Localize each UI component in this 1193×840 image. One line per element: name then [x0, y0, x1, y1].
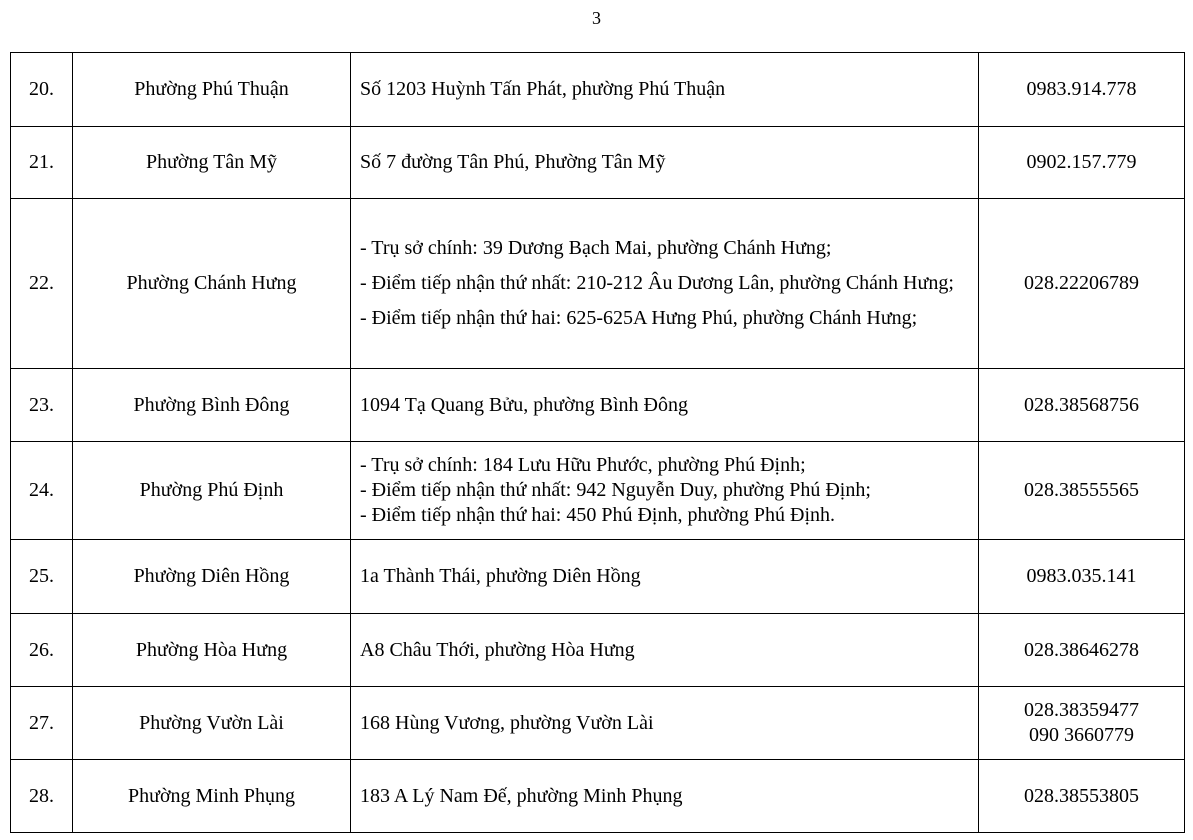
phone-number: 028.38568756: [1024, 393, 1139, 416]
table-row: [11, 540, 1185, 614]
table-row: [11, 53, 1185, 127]
ward-phone: [979, 687, 1185, 760]
phone-number: 028.38555565: [1024, 479, 1139, 501]
row-number: 24.: [11, 442, 73, 540]
table-row: [11, 369, 1185, 442]
phone-number: 028.38646278: [1024, 638, 1139, 661]
ward-address: [351, 369, 979, 442]
ward-phone: [979, 199, 1185, 369]
phone-number: 090 3660779: [1029, 724, 1134, 746]
ward-name: Phường Hòa Hưng: [73, 614, 351, 687]
page-number: 3: [592, 8, 601, 28]
table-row: [11, 614, 1185, 687]
ward-phone: [979, 442, 1185, 540]
address-line: Số 7 đường Tân Phú, Phường Tân Mỹ: [360, 151, 666, 173]
ward-name: Phường Phú Định: [73, 442, 351, 540]
ward-name: Phường Diên Hồng: [73, 540, 351, 614]
ward-address: [351, 614, 979, 687]
ward-address: [351, 687, 979, 760]
ward-address: [351, 540, 979, 614]
ward-phone: [979, 127, 1185, 199]
ward-name: Phường Vườn Lài: [73, 687, 351, 760]
ward-address: [351, 199, 979, 369]
address-line: - Điểm tiếp nhận thứ nhất: 210-212 Âu Dương Lân, phường Chánh Hưng;: [360, 272, 954, 294]
address-line: A8 Châu Thới, phường Hòa Hưng: [360, 638, 635, 661]
table-row: [11, 442, 1185, 540]
ward-name: Phường Chánh Hưng: [73, 199, 351, 369]
ward-contact-table: [10, 52, 1185, 833]
ward-phone: [979, 369, 1185, 442]
row-number: 21.: [11, 127, 73, 199]
phone-number: 0983.914.778: [1026, 78, 1137, 100]
phone-number: 028.38359477: [1024, 699, 1139, 721]
address-line: - Trụ sở chính: 39 Dương Bạch Mai, phường Chánh Hưng;: [360, 237, 832, 259]
address-line: 183 A Lý Nam Đế, phường Minh Phụng: [360, 784, 683, 807]
address-line: - Điểm tiếp nhận thứ hai: 625-625A Hưng Phú, phường Chánh Hưng;: [360, 307, 918, 329]
address-line: - Trụ sở chính: 184 Lưu Hữu Phước, phường Phú Định;: [360, 454, 806, 476]
table-row: [11, 127, 1185, 199]
ward-name: Phường Phú Thuận: [73, 53, 351, 127]
ward-phone: [979, 540, 1185, 614]
ward-phone: [979, 760, 1185, 833]
ward-phone: [979, 614, 1185, 687]
row-number: 25.: [11, 540, 73, 614]
ward-address: [351, 442, 979, 540]
phone-number: 0983.035.141: [1026, 565, 1137, 587]
row-number: 20.: [11, 53, 73, 127]
address-line: - Điểm tiếp nhận thứ hai: 450 Phú Định, phường Phú Định.: [360, 504, 836, 526]
row-number: 28.: [11, 760, 73, 833]
ward-phone: [979, 53, 1185, 127]
address-line: Số 1203 Huỳnh Tấn Phát, phường Phú Thuận: [360, 78, 726, 100]
ward-name: Phường Tân Mỹ: [73, 127, 351, 199]
phone-number: 0902.157.779: [1026, 151, 1137, 173]
row-number: 22.: [11, 199, 73, 369]
phone-number: 028.22206789: [1024, 272, 1139, 294]
address-line: 1094 Tạ Quang Bửu, phường Bình Đông: [360, 393, 688, 416]
ward-address: [351, 53, 979, 127]
address-line: - Điểm tiếp nhận thứ nhất: 942 Nguyễn Duy, phường Phú Định;: [360, 479, 871, 501]
phone-number: 028.38553805: [1024, 784, 1139, 807]
row-number: 23.: [11, 369, 73, 442]
row-number: 27.: [11, 687, 73, 760]
table-row: [11, 687, 1185, 760]
ward-address: [351, 127, 979, 199]
ward-name: Phường Bình Đông: [73, 369, 351, 442]
ward-address: [351, 760, 979, 833]
address-line: 168 Hùng Vương, phường Vườn Lài: [360, 711, 654, 734]
row-number: 26.: [11, 614, 73, 687]
table-row: [11, 199, 1185, 369]
address-line: 1a Thành Thái, phường Diên Hồng: [360, 565, 641, 587]
ward-name: Phường Minh Phụng: [73, 760, 351, 833]
table-row: [11, 760, 1185, 833]
